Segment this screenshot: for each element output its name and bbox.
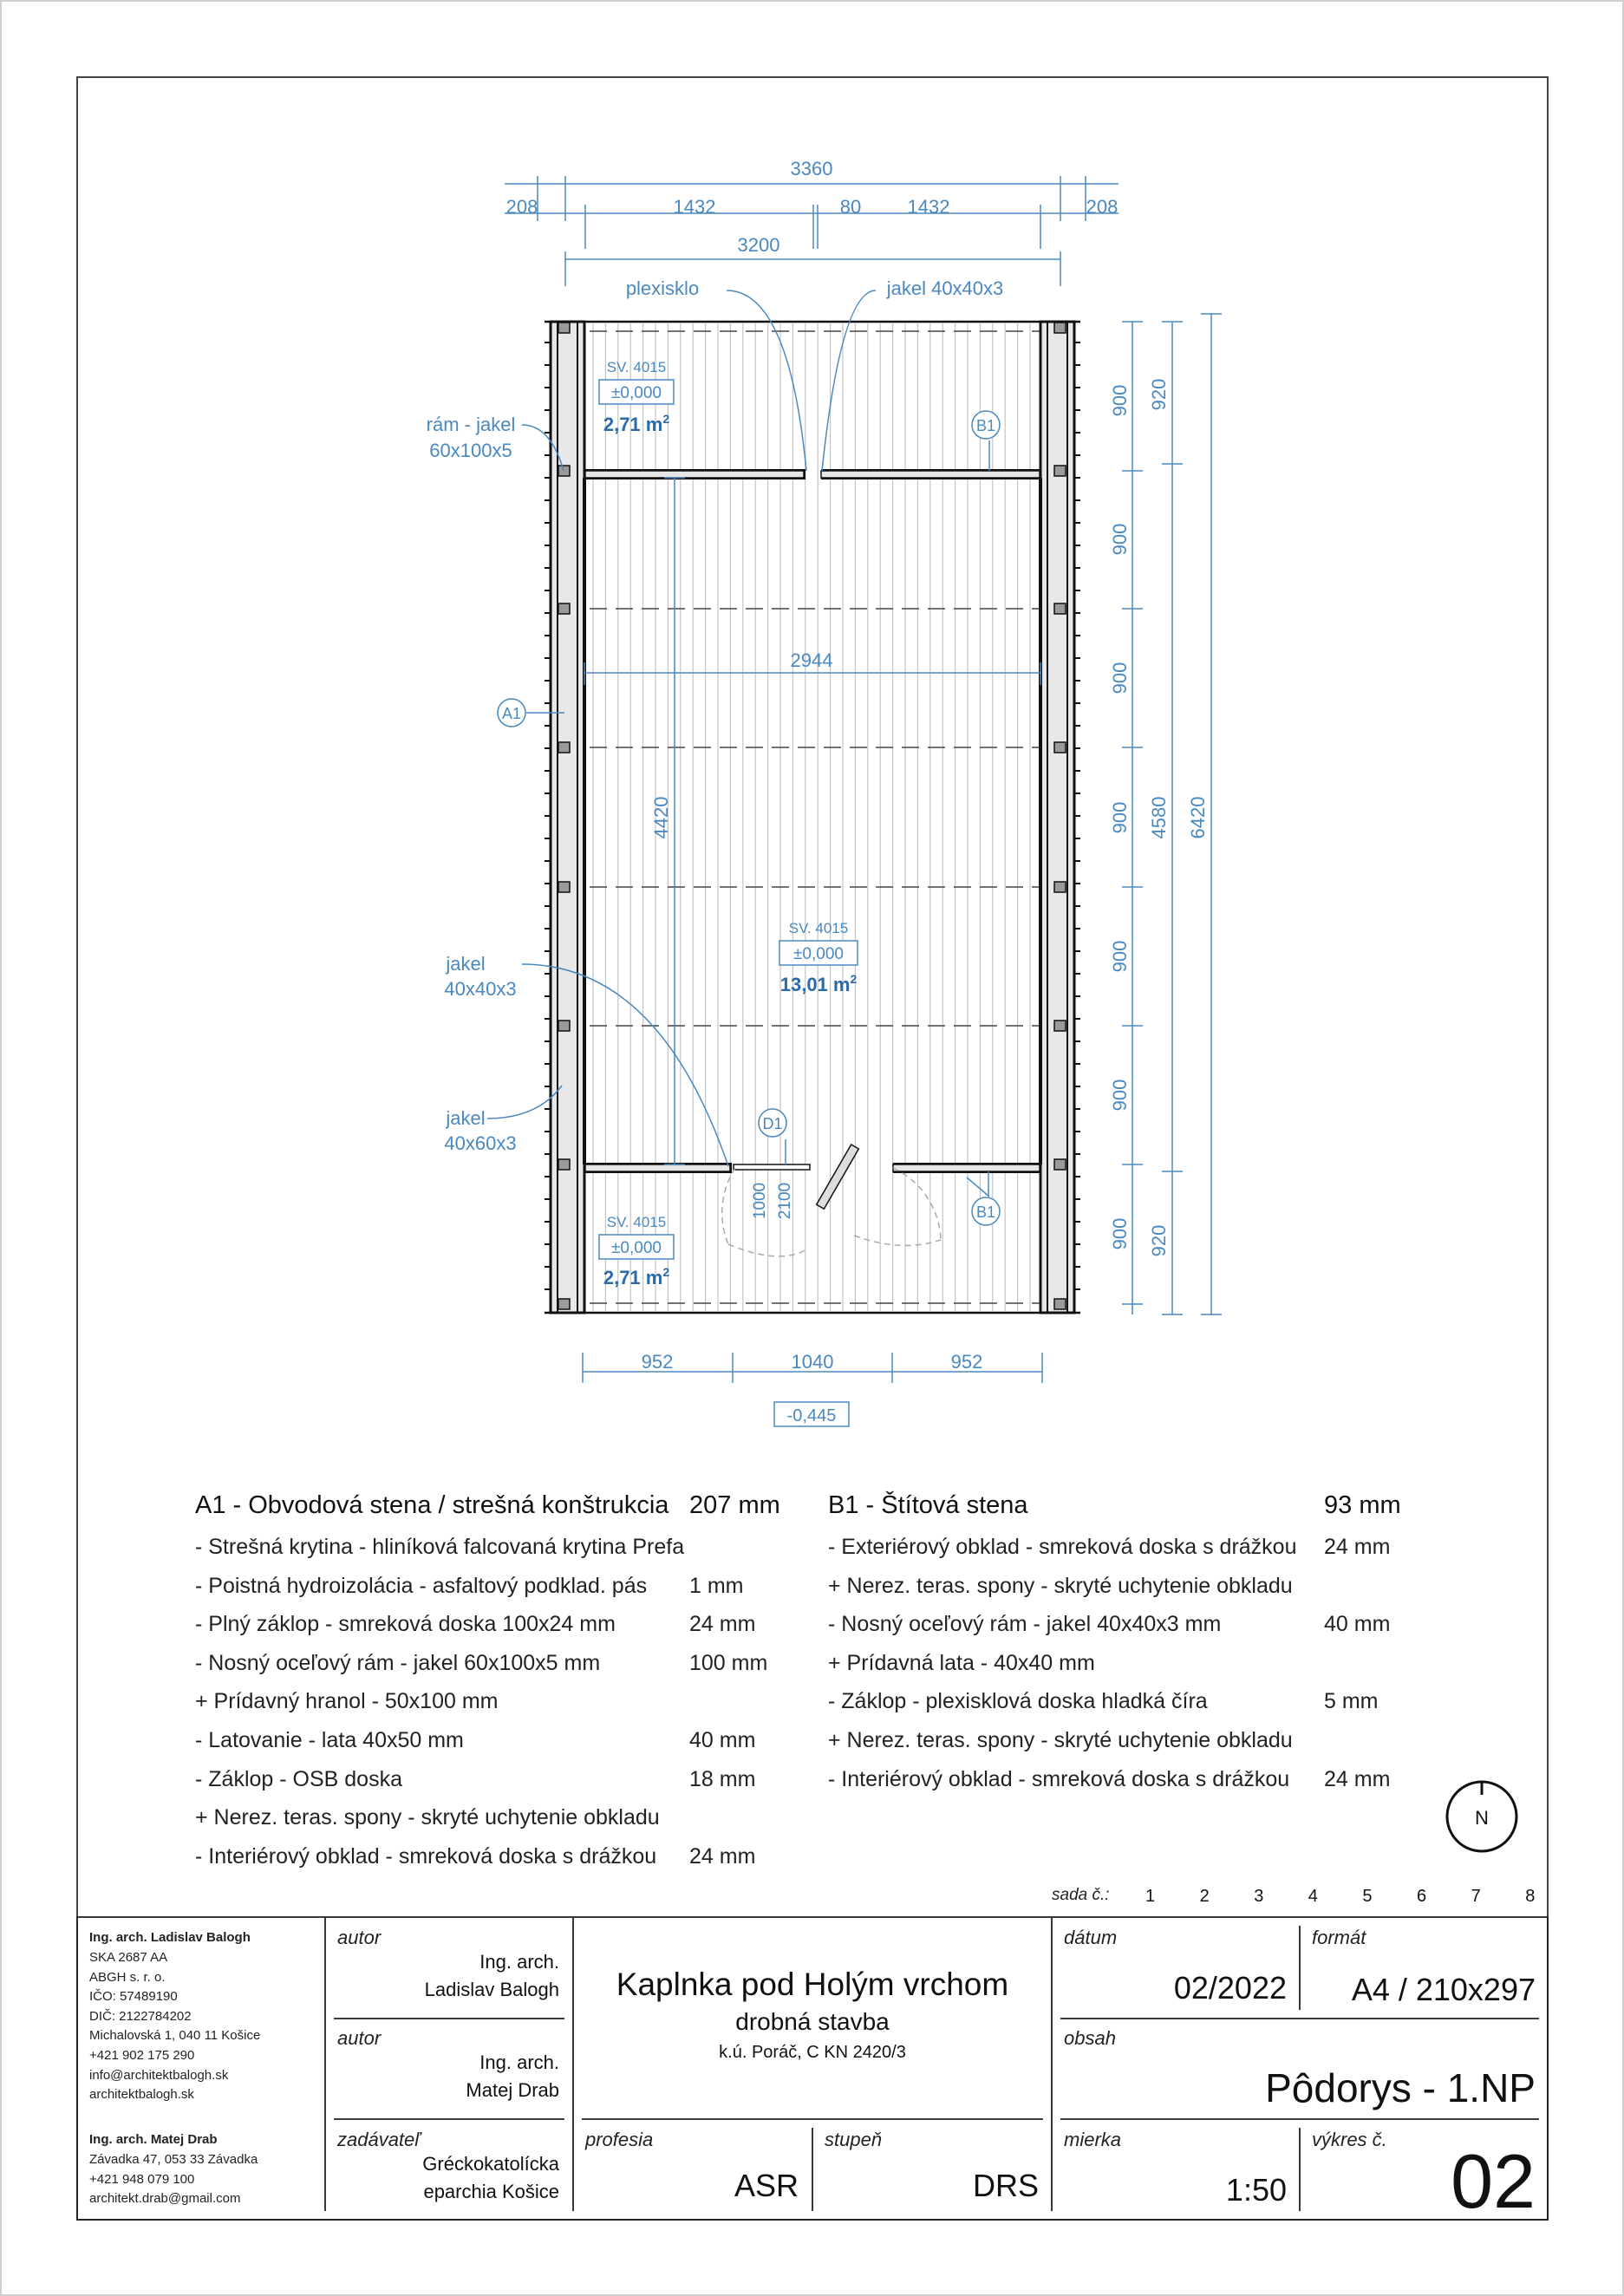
dim-frame-width: 3200 [737, 234, 780, 256]
post-right [1054, 1299, 1066, 1309]
dim-right-900-1: 900 [1109, 384, 1131, 417]
datum-value: 02/2022 [1173, 1970, 1287, 2006]
spec-a1-title: A1 - Obvodová stena / strešná konštrukcia [195, 1491, 669, 1519]
dim-right-900-7: 900 [1109, 1217, 1131, 1250]
office-contact-line: ABGH s. r. o. [89, 1969, 166, 1985]
post-left [558, 882, 570, 892]
spec-layer-text: - Interiérový obklad - smreková doska s drážkou [195, 1843, 657, 1869]
cladding-ticks [545, 342, 1080, 1289]
autor2-label: autor [337, 2027, 382, 2049]
set-number: 3 [1254, 1887, 1264, 1906]
dim-door-height: 2100 [776, 1182, 794, 1220]
set-number: 4 [1308, 1887, 1318, 1906]
office-contact-line: DIČ: 2122784202 [89, 2008, 192, 2024]
set-label: sada č.: [1052, 1886, 1110, 1904]
office-contact-line: +421 948 079 100 [89, 2171, 195, 2187]
office-contact-line: IČO: 57489190 [89, 1989, 178, 2005]
office-name-1: Ing. arch. Ladislav Balogh [89, 1930, 251, 1945]
set-number: 2 [1199, 1887, 1210, 1906]
stupen-label: stupeň [825, 2129, 883, 2150]
spec-layer-text: - Nosný oceľový rám - jakel 60x100x5 mm [195, 1650, 601, 1675]
dim-bottom-left: 952 [641, 1351, 674, 1373]
spec-layer-value: 24 mm [689, 1843, 756, 1869]
office-contact-line: architekt.drab@gmail.com [89, 2191, 241, 2207]
autor1-line2: Ladislav Balogh [424, 1979, 559, 2000]
dim-right-900-2: 900 [1109, 523, 1131, 556]
spec-b1-title: B1 - Štítová stena [828, 1491, 1028, 1519]
office-contact-line: info@architektbalogh.sk [89, 2067, 229, 2083]
spec-layer-value: 40 mm [1324, 1612, 1391, 1637]
room-top-code: SV. 4015 [606, 359, 667, 375]
floor-plan [427, 158, 1222, 1426]
spec-layer-text: + Nerez. teras. spony - skryté uchytenie obkladu [828, 1728, 1293, 1752]
post-right [1054, 882, 1066, 892]
post-right [1054, 466, 1066, 476]
level-bottom: -0,445 [786, 1406, 837, 1425]
spec-layer-value: 40 mm [689, 1728, 756, 1752]
office-contact-line: SKA 2687 AA [89, 1950, 168, 1965]
dim-right-half: 1432 [907, 196, 950, 218]
dim-right-900-4: 900 [1109, 801, 1131, 834]
spec-layer-text: + Prídavná lata - 40x40 mm [828, 1650, 1095, 1675]
office-contact-line: Michalovská 1, 040 11 Košice [89, 2028, 261, 2044]
spec-layer-text: - Latovanie - lata 40x50 mm [195, 1728, 464, 1752]
spec-layer-value: 5 mm [1324, 1689, 1379, 1714]
project-title: Kaplnka pod Holým vrchom [616, 1967, 1009, 2002]
label-plexisklo: plexisklo [625, 277, 700, 299]
spec-layer-value: 1 mm [689, 1573, 744, 1598]
dim-left-half: 1432 [673, 196, 716, 218]
dim-overall-width: 3360 [790, 158, 833, 179]
spec-layer-text: - Záklop - OSB doska [195, 1766, 402, 1791]
drawing-frame [77, 77, 1548, 2220]
label-jakel-top: jakel 40x40x3 [886, 277, 1004, 299]
obsah-value: Pôdorys - 1.NP [1265, 2065, 1536, 2110]
spec-layer-text: - Plný záklop - smreková doska 100x24 mm [195, 1612, 616, 1637]
dim-right-900-5: 900 [1109, 940, 1131, 973]
room-main-level: ±0,000 [793, 945, 844, 963]
project-subtitle: drobná stavba [735, 2008, 890, 2035]
label-jakel-a-line1: jakel [446, 953, 486, 975]
vykres-value: 02 [1451, 2138, 1536, 2224]
dim-left-overhang: 208 [505, 196, 538, 218]
office-contact-line: Závadka 47, 053 33 Závadka [89, 2152, 258, 2167]
spec-layer-value: 24 mm [1324, 1766, 1391, 1791]
mierka-value: 1:50 [1225, 2172, 1287, 2208]
label-ram-line2: 60x100x5 [429, 440, 512, 461]
set-number: 6 [1417, 1887, 1427, 1906]
dim-right-900-6: 900 [1109, 1079, 1131, 1112]
room-top-level: ±0,000 [611, 384, 662, 402]
autor1-line1: Ing. arch. [479, 1951, 559, 1973]
autor1-label: autor [337, 1927, 382, 1948]
room-bottom-area: 2,71 $m^2$ [603, 1265, 670, 1288]
spec-layer-value: 18 mm [689, 1766, 756, 1791]
post-right [1054, 1021, 1066, 1031]
tag-a1: A1 [501, 705, 522, 722]
dim-bottom-middle: 1040 [791, 1351, 834, 1373]
dim-bottom-right: 952 [950, 1351, 983, 1373]
dim-inner-width: 2944 [790, 649, 833, 671]
spec-layer-text: - Strešná krytina - hliníková falcovaná krytina Prefa [195, 1535, 685, 1559]
room-bottom-level: ±0,000 [611, 1239, 662, 1257]
vykres-label: výkres č. [1312, 2129, 1387, 2150]
post-right [1054, 603, 1066, 614]
zadavatel-line2: eparchia Košice [423, 2181, 559, 2202]
post-left [558, 1159, 570, 1170]
spec-layer-text: - Poistná hydroizolácia - asfaltový podklad. pás [195, 1573, 648, 1598]
zadavatel-label: zadávateľ [337, 2129, 421, 2150]
obsah-label: obsah [1064, 2027, 1116, 2049]
zadavatel-line1: Gréckokatolícka [422, 2153, 559, 2175]
spec-layer-text: + Nerez. teras. spony - skryté uchytenie obkladu [828, 1573, 1293, 1598]
profesia-label: profesia [585, 2129, 654, 2150]
label-jakel-b-line1: jakel [446, 1107, 486, 1129]
spec-layer-text: - Nosný oceľový rám - jakel 40x40x3 mm [828, 1612, 1222, 1637]
stupen-value: DRS [972, 2168, 1039, 2203]
north-label: N [1475, 1807, 1489, 1829]
dim-right-920-top: 920 [1148, 378, 1170, 411]
spec-layer-text: - Exteriérový obklad - smreková doska s drážkou [828, 1535, 1297, 1559]
set-number: 8 [1525, 1887, 1536, 1906]
office-contact-line: architektbalogh.sk [89, 2087, 194, 2103]
profesia-value: ASR [734, 2168, 799, 2203]
set-number: 7 [1471, 1887, 1481, 1906]
spec-layer-text: + Prídavný hranol - 50x100 mm [195, 1689, 499, 1714]
mierka-label: mierka [1064, 2129, 1122, 2150]
autor2-line2: Matej Drab [466, 2079, 559, 2101]
room-main-area: 13,01 $m^2$ [779, 972, 858, 995]
format-label: formát [1312, 1927, 1366, 1948]
datum-label: dátum [1064, 1927, 1118, 1948]
post-left [558, 466, 570, 476]
project-location: k.ú. Poráč, C KN 2420/3 [719, 2043, 906, 2062]
dim-right-overall: 6420 [1187, 796, 1209, 839]
tag-d1: D1 [762, 1115, 783, 1132]
room-bottom-code: SV. 4015 [606, 1214, 667, 1230]
spec-b1-total: 93 mm [1324, 1491, 1401, 1519]
spec-layer-value: 24 mm [689, 1612, 756, 1637]
north-arrow [1447, 1782, 1516, 1851]
set-number: 1 [1145, 1887, 1156, 1906]
spec-layer-text: - Záklop - plexisklová doska hladká číra [828, 1689, 1208, 1714]
post-left [558, 1299, 570, 1309]
spec-layer-value: 24 mm [1324, 1535, 1391, 1559]
spec-layer-value: 100 mm [689, 1650, 768, 1675]
label-jakel-a-line2: 40x40x3 [444, 978, 517, 1000]
dim-door-width: 1000 [751, 1182, 769, 1220]
office-name-2: Ing. arch. Matej Drab [89, 2132, 218, 2147]
tag-b1-top: B1 [975, 417, 996, 434]
post-right [1054, 742, 1066, 753]
room-top-area: 2,71 $m^2$ [603, 412, 670, 435]
set-number: 5 [1362, 1887, 1373, 1906]
tag-b1-bottom: B1 [975, 1203, 996, 1221]
label-jakel-b-line2: 40x60x3 [444, 1132, 517, 1154]
dim-gap: 80 [839, 196, 862, 218]
post-left [558, 742, 570, 753]
dim-right-900-3: 900 [1109, 662, 1131, 695]
post-left [558, 603, 570, 614]
autor2-line1: Ing. arch. [479, 2051, 559, 2073]
post-right [1054, 1159, 1066, 1170]
office-contact-line: +421 902 175 290 [89, 2048, 195, 2063]
spec-layer-text: - Interiérový obklad - smreková doska s drážkou [828, 1766, 1290, 1791]
dim-right-4580: 4580 [1148, 796, 1170, 839]
room-main-code: SV. 4015 [788, 920, 849, 936]
post-left [558, 323, 570, 333]
format-value: A4 / 210x297 [1351, 1972, 1536, 2007]
dim-inner-height: 4420 [650, 796, 672, 839]
label-ram-line1: rám - jakel [426, 414, 516, 435]
spec-layer-text: + Nerez. teras. spony - skryté uchytenie obkladu [195, 1805, 660, 1830]
dim-right-overhang: 208 [1086, 196, 1119, 218]
dim-right-920-bottom: 920 [1148, 1224, 1170, 1257]
post-left [558, 1021, 570, 1031]
spec-a1-total: 207 mm [689, 1491, 780, 1519]
post-right [1054, 323, 1066, 333]
